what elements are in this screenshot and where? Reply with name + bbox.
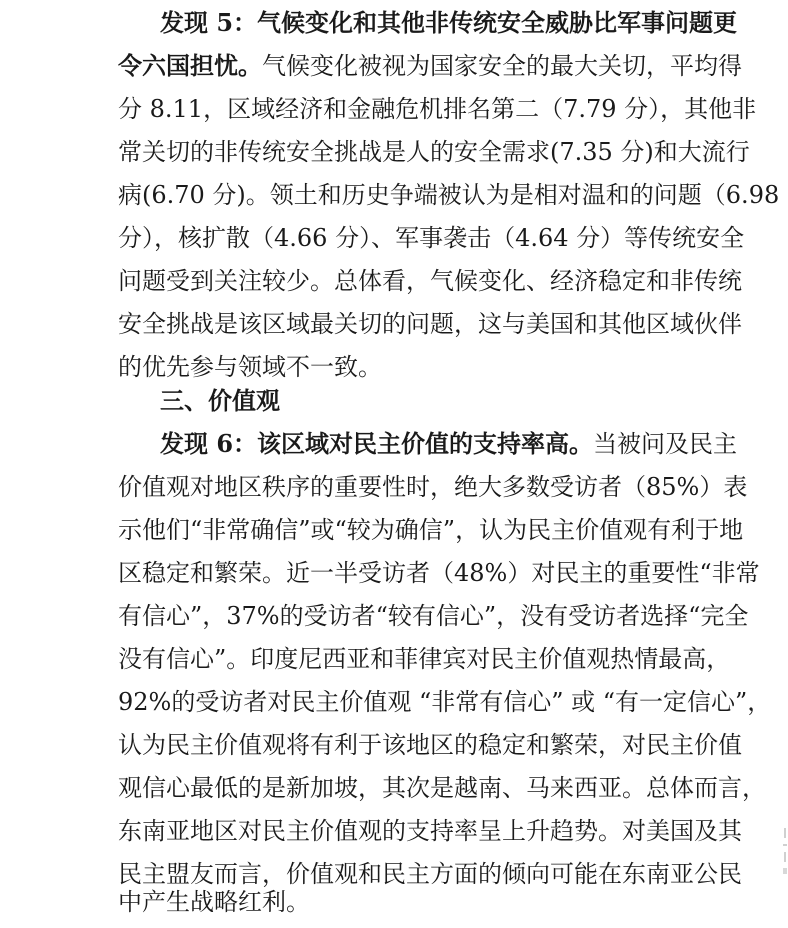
finding5-lead-line2-bold: 令六国担忧。 <box>118 51 262 80</box>
finding6-line1 <box>160 425 737 463</box>
margin-mark-icon <box>782 826 788 880</box>
finding5-line9: 的优先参与领域不一致。 <box>118 353 382 381</box>
finding6-line7: 92%的受访者对民主价值观 “非常有信心” 或 “有一定信心”， <box>118 688 772 716</box>
finding5-line6: 分），核扩散（4.66 分）、军事袭击（4.64 分）等传统安全 <box>118 224 745 252</box>
margin-watermark-mark <box>782 826 788 880</box>
finding6-line8: 认为民主价值观将有利于该地区的稳定和繁荣，对民主价值 <box>118 731 742 759</box>
finding6-line1-rest: 当被问及民主 <box>593 430 738 458</box>
section-heading-values: 三、价值观 <box>160 387 280 415</box>
finding6-line10: 东南亚地区对民主价值观的支持率呈上升趋势。对美国及其 <box>118 817 742 845</box>
finding5-line4: 常关切的非传统安全挑战是人的安全需求(7.35 分)和大流行 <box>118 138 750 166</box>
finding6-lead-bold: 发现 6：该区域对民主价值的支持率高。 <box>160 429 594 458</box>
finding5-line8: 安全挑战是该区域最关切的问题，这与美国和其他区域伙伴 <box>118 310 742 338</box>
finding6-line12: 中产生战略红利。 <box>118 888 310 916</box>
finding5-lead-line1: 发现 5：气候变化和其他非传统安全威胁比军事问题更 <box>160 8 738 37</box>
finding5-line7: 问题受到关注较少。总体看，气候变化、经济稳定和非传统 <box>118 267 742 295</box>
finding5-line3: 分 8.11，区域经济和金融危机排名第二（7.79 分），其他非 <box>118 95 757 123</box>
finding5-line2-rest: 气候变化被视为国家安全的最大关切，平均得 <box>262 52 742 80</box>
finding6-line5: 有信心”，37%的受访者“较有信心”，没有受访者选择“完全 <box>118 602 749 630</box>
finding6-line2: 价值观对地区秩序的重要性时，绝大多数受访者（85%）表 <box>118 473 748 501</box>
finding6-line6: 没有信心”。印度尼西亚和菲律宾对民主价值观热情最高， <box>118 645 731 673</box>
finding6-line3: 示他们“非常确信”或“较为确信”，认为民主价值观有利于地 <box>118 516 744 544</box>
finding5-line5: 病(6.70 分)。领土和历史争端被认为是相对温和的问题（6.98 <box>118 181 780 209</box>
finding5-line2 <box>118 47 742 85</box>
finding6-line4: 区稳定和繁荣。近一半受访者（48%）对民主的重要性“非常 <box>118 559 760 587</box>
finding6-line9: 观信心最低的是新加坡，其次是越南、马来西亚。总体而言， <box>118 774 766 802</box>
finding6-line11: 民主盟友而言，价值观和民主方面的倾向可能在东南亚公民 <box>118 860 742 888</box>
